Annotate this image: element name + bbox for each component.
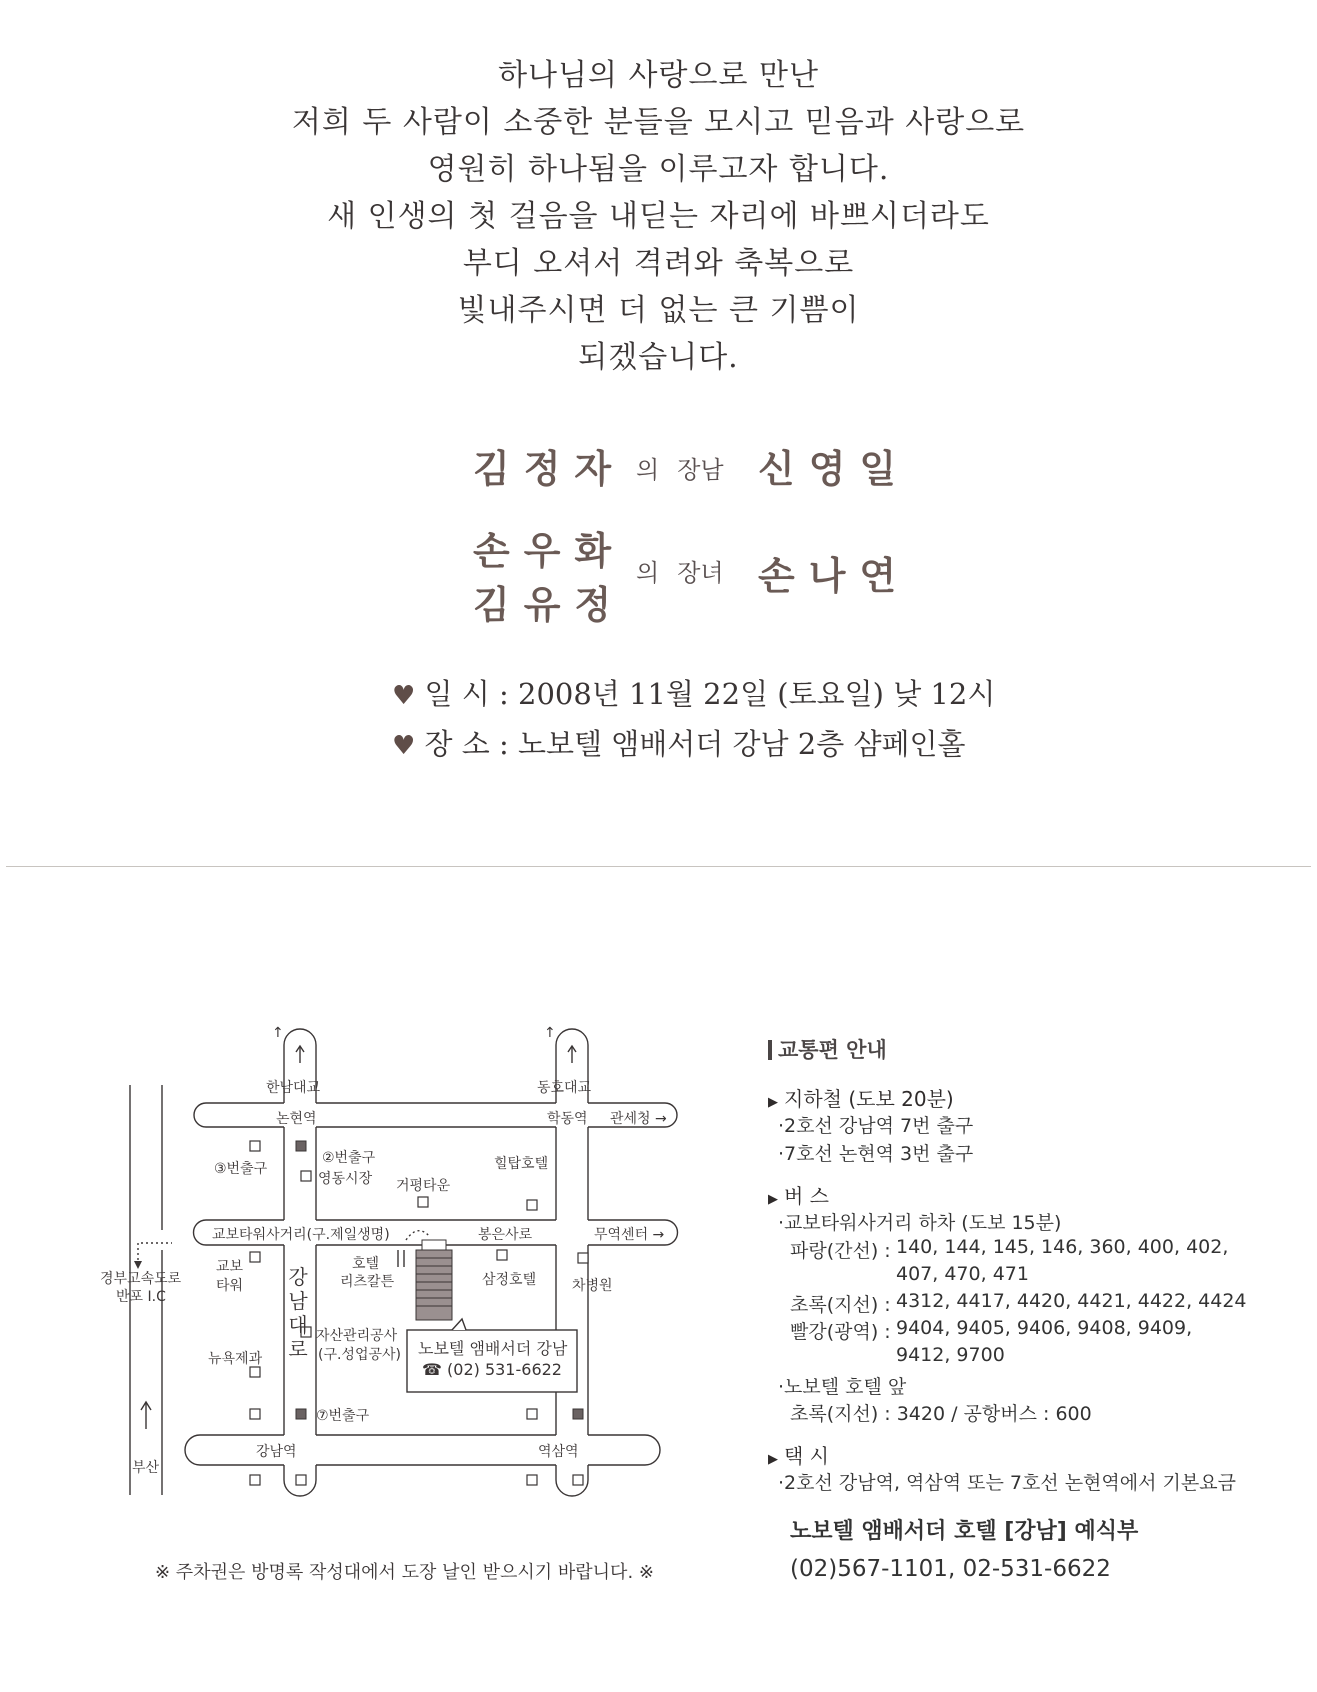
subway-heading: ▶ 지하철 (도보 20분) xyxy=(768,1087,954,1111)
map-arrow-right: ↑ xyxy=(544,1025,556,1041)
greeting-line: 저희 두 사람이 소중한 분들을 모시고 믿음과 사랑으로 xyxy=(291,105,1026,140)
map-expressway: 반포 I.C xyxy=(116,1289,166,1305)
map-exit7: ⑦번출구 xyxy=(316,1408,370,1424)
parking-note: ※ 주차권은 방명록 작성대에서 도장 날인 받으시기 바랍니다. ※ xyxy=(155,1562,654,1583)
map-dongho-bridge: 동호대교 xyxy=(537,1080,592,1096)
map-kyobo-tower: 타워 xyxy=(216,1278,244,1294)
heart-icon: ♥ xyxy=(392,731,416,761)
subway-line: ·2호선 강남역 7번 출구 xyxy=(778,1115,974,1137)
bride-mother-name: 김유정 xyxy=(473,582,626,627)
map-trade-center: 무역센터 → xyxy=(594,1227,665,1243)
bus-stop: ·노보텔 호텔 앞 xyxy=(778,1376,907,1398)
bus-blue-routes: 140, 144, 145, 146, 360, 400, 402, xyxy=(896,1236,1229,1258)
map-exit2: ②번출구 xyxy=(322,1150,376,1166)
map-expressway: 경부고속도로 xyxy=(100,1271,182,1287)
taxi-line: ·2호선 강남역, 역삼역 또는 7호선 논현역에서 기본요금 xyxy=(778,1472,1236,1494)
bride-father-name: 손우화 xyxy=(473,528,626,573)
event-date xyxy=(392,672,995,713)
greeting-text xyxy=(0,52,1317,381)
map-kamco: (구.성업공사) xyxy=(318,1347,401,1363)
taxi-heading: ▶ 택 시 xyxy=(768,1444,829,1468)
contact-name: 노보텔 앰배서더 호텔 [강남] 예식부 xyxy=(790,1519,1139,1544)
map-exit3: ③번출구 xyxy=(214,1161,268,1177)
greeting-line: 새 인생의 첫 걸음을 내딛는 자리에 바쁘시더라도 xyxy=(327,199,990,234)
greeting-line: 되겠습니다. xyxy=(578,340,739,375)
groom-particle: 의 xyxy=(636,456,660,484)
greeting-line: 빛내주시면 더 없는 큰 기쁨이 xyxy=(457,293,860,328)
bar-icon xyxy=(768,1040,772,1060)
transport-title: 교통편 안내 xyxy=(768,1034,887,1064)
map-nonhyeon-station: 논현역 xyxy=(276,1111,317,1127)
location-map xyxy=(100,1025,740,1505)
triangle-icon: ▶ xyxy=(768,1095,778,1110)
bus-heading: ▶ 버 스 xyxy=(768,1184,829,1208)
map-bongeunsa-ro: 봉은사로 xyxy=(478,1227,533,1243)
bus-blue-label: 파랑(간선) : xyxy=(790,1240,891,1262)
map-kyobo-intersection: 교보타워사거리(구.제일생명) xyxy=(212,1227,390,1243)
place-label: 장 소 : xyxy=(424,727,509,761)
map-samjung-hotel: 삼정호텔 xyxy=(482,1272,537,1288)
event-place xyxy=(392,722,966,763)
groom-name: 신영일 xyxy=(758,446,911,491)
map-yeongdong-market: 영동시장 xyxy=(318,1171,373,1187)
bus-green-label: 초록(지선) : xyxy=(790,1294,891,1316)
greeting-line: 영원히 하나됨을 이루고자 합니다. xyxy=(427,152,890,187)
bride-name: 손나연 xyxy=(758,553,911,598)
groom-parent-name: 김정자 xyxy=(473,446,626,491)
map-geopyeong-town: 거평타운 xyxy=(396,1178,451,1194)
map-gwansecheong: 관세청 → xyxy=(610,1111,667,1127)
triangle-icon: ▶ xyxy=(768,1452,778,1467)
map-novotel-phone: ☎ (02) 531-6622 xyxy=(422,1360,562,1379)
triangle-icon: ▶ xyxy=(768,1192,778,1207)
map-yeoksam-station: 역삼역 xyxy=(538,1444,579,1460)
bus-blue-routes: 407, 470, 471 xyxy=(896,1263,1029,1285)
heart-icon: ♥ xyxy=(392,681,416,711)
groom-relation-label: 장남 xyxy=(677,456,724,484)
bride-relation-label: 장녀 xyxy=(677,559,724,587)
map-hilltop-hotel: 힐탑호텔 xyxy=(494,1156,549,1172)
card-fold-line xyxy=(6,866,1311,867)
map-hannam-bridge: 한남대교 xyxy=(266,1080,321,1096)
map-kamco: 자산관리공사 xyxy=(316,1328,398,1344)
map-novotel-name: 노보텔 앰배서더 강남 xyxy=(418,1339,568,1358)
contact-phone: (02)567-1101, 02-531-6622 xyxy=(790,1556,1111,1582)
map-kyobo-tower: 교보 xyxy=(216,1259,244,1275)
groom-relation xyxy=(636,450,742,485)
bus-green-routes: 4312, 4417, 4420, 4421, 4422, 4424 xyxy=(896,1290,1247,1312)
date-label: 일 시 : xyxy=(424,677,509,711)
map-cha-hospital: 차병원 xyxy=(572,1278,613,1294)
map-ritz-carlton: 호텔 xyxy=(352,1256,380,1272)
map-arrow-left: ↑ xyxy=(272,1025,284,1041)
bus-hotel-routes: 초록(지선) : 3420 / 공항버스 : 600 xyxy=(790,1403,1092,1425)
bus-red-routes: 9412, 9700 xyxy=(896,1344,1005,1366)
date-value: 2008년 11월 22일 (토요일) 낮 12시 xyxy=(518,677,996,711)
bus-red-routes: 9404, 9405, 9406, 9408, 9409, xyxy=(896,1317,1193,1339)
bride-relation xyxy=(636,553,742,588)
bus-red-label: 빨강(광역) : xyxy=(790,1321,891,1343)
map-ritz-carlton: 리츠칼튼 xyxy=(340,1274,395,1290)
map-roads xyxy=(100,1025,740,1505)
bride-particle: 의 xyxy=(636,559,660,587)
map-gangnam-daero: 강 남 대 로 xyxy=(288,1265,308,1361)
map-busan: 부산 xyxy=(132,1460,160,1476)
subway-line: ·7호선 논현역 3번 출구 xyxy=(778,1143,974,1165)
greeting-line: 하나님의 사랑으로 만난 xyxy=(498,58,819,93)
place-value: 노보텔 앰배서더 강남 2층 샴페인홀 xyxy=(518,727,966,761)
map-hakdong-station: 학동역 xyxy=(547,1111,588,1127)
greeting-line: 부디 오셔서 격려와 축복으로 xyxy=(462,246,855,281)
map-new-york-bakery: 뉴욕제과 xyxy=(208,1351,263,1367)
bus-stop: ·교보타워사거리 하차 (도보 15분) xyxy=(778,1212,1062,1234)
map-gangnam-station: 강남역 xyxy=(256,1444,297,1460)
